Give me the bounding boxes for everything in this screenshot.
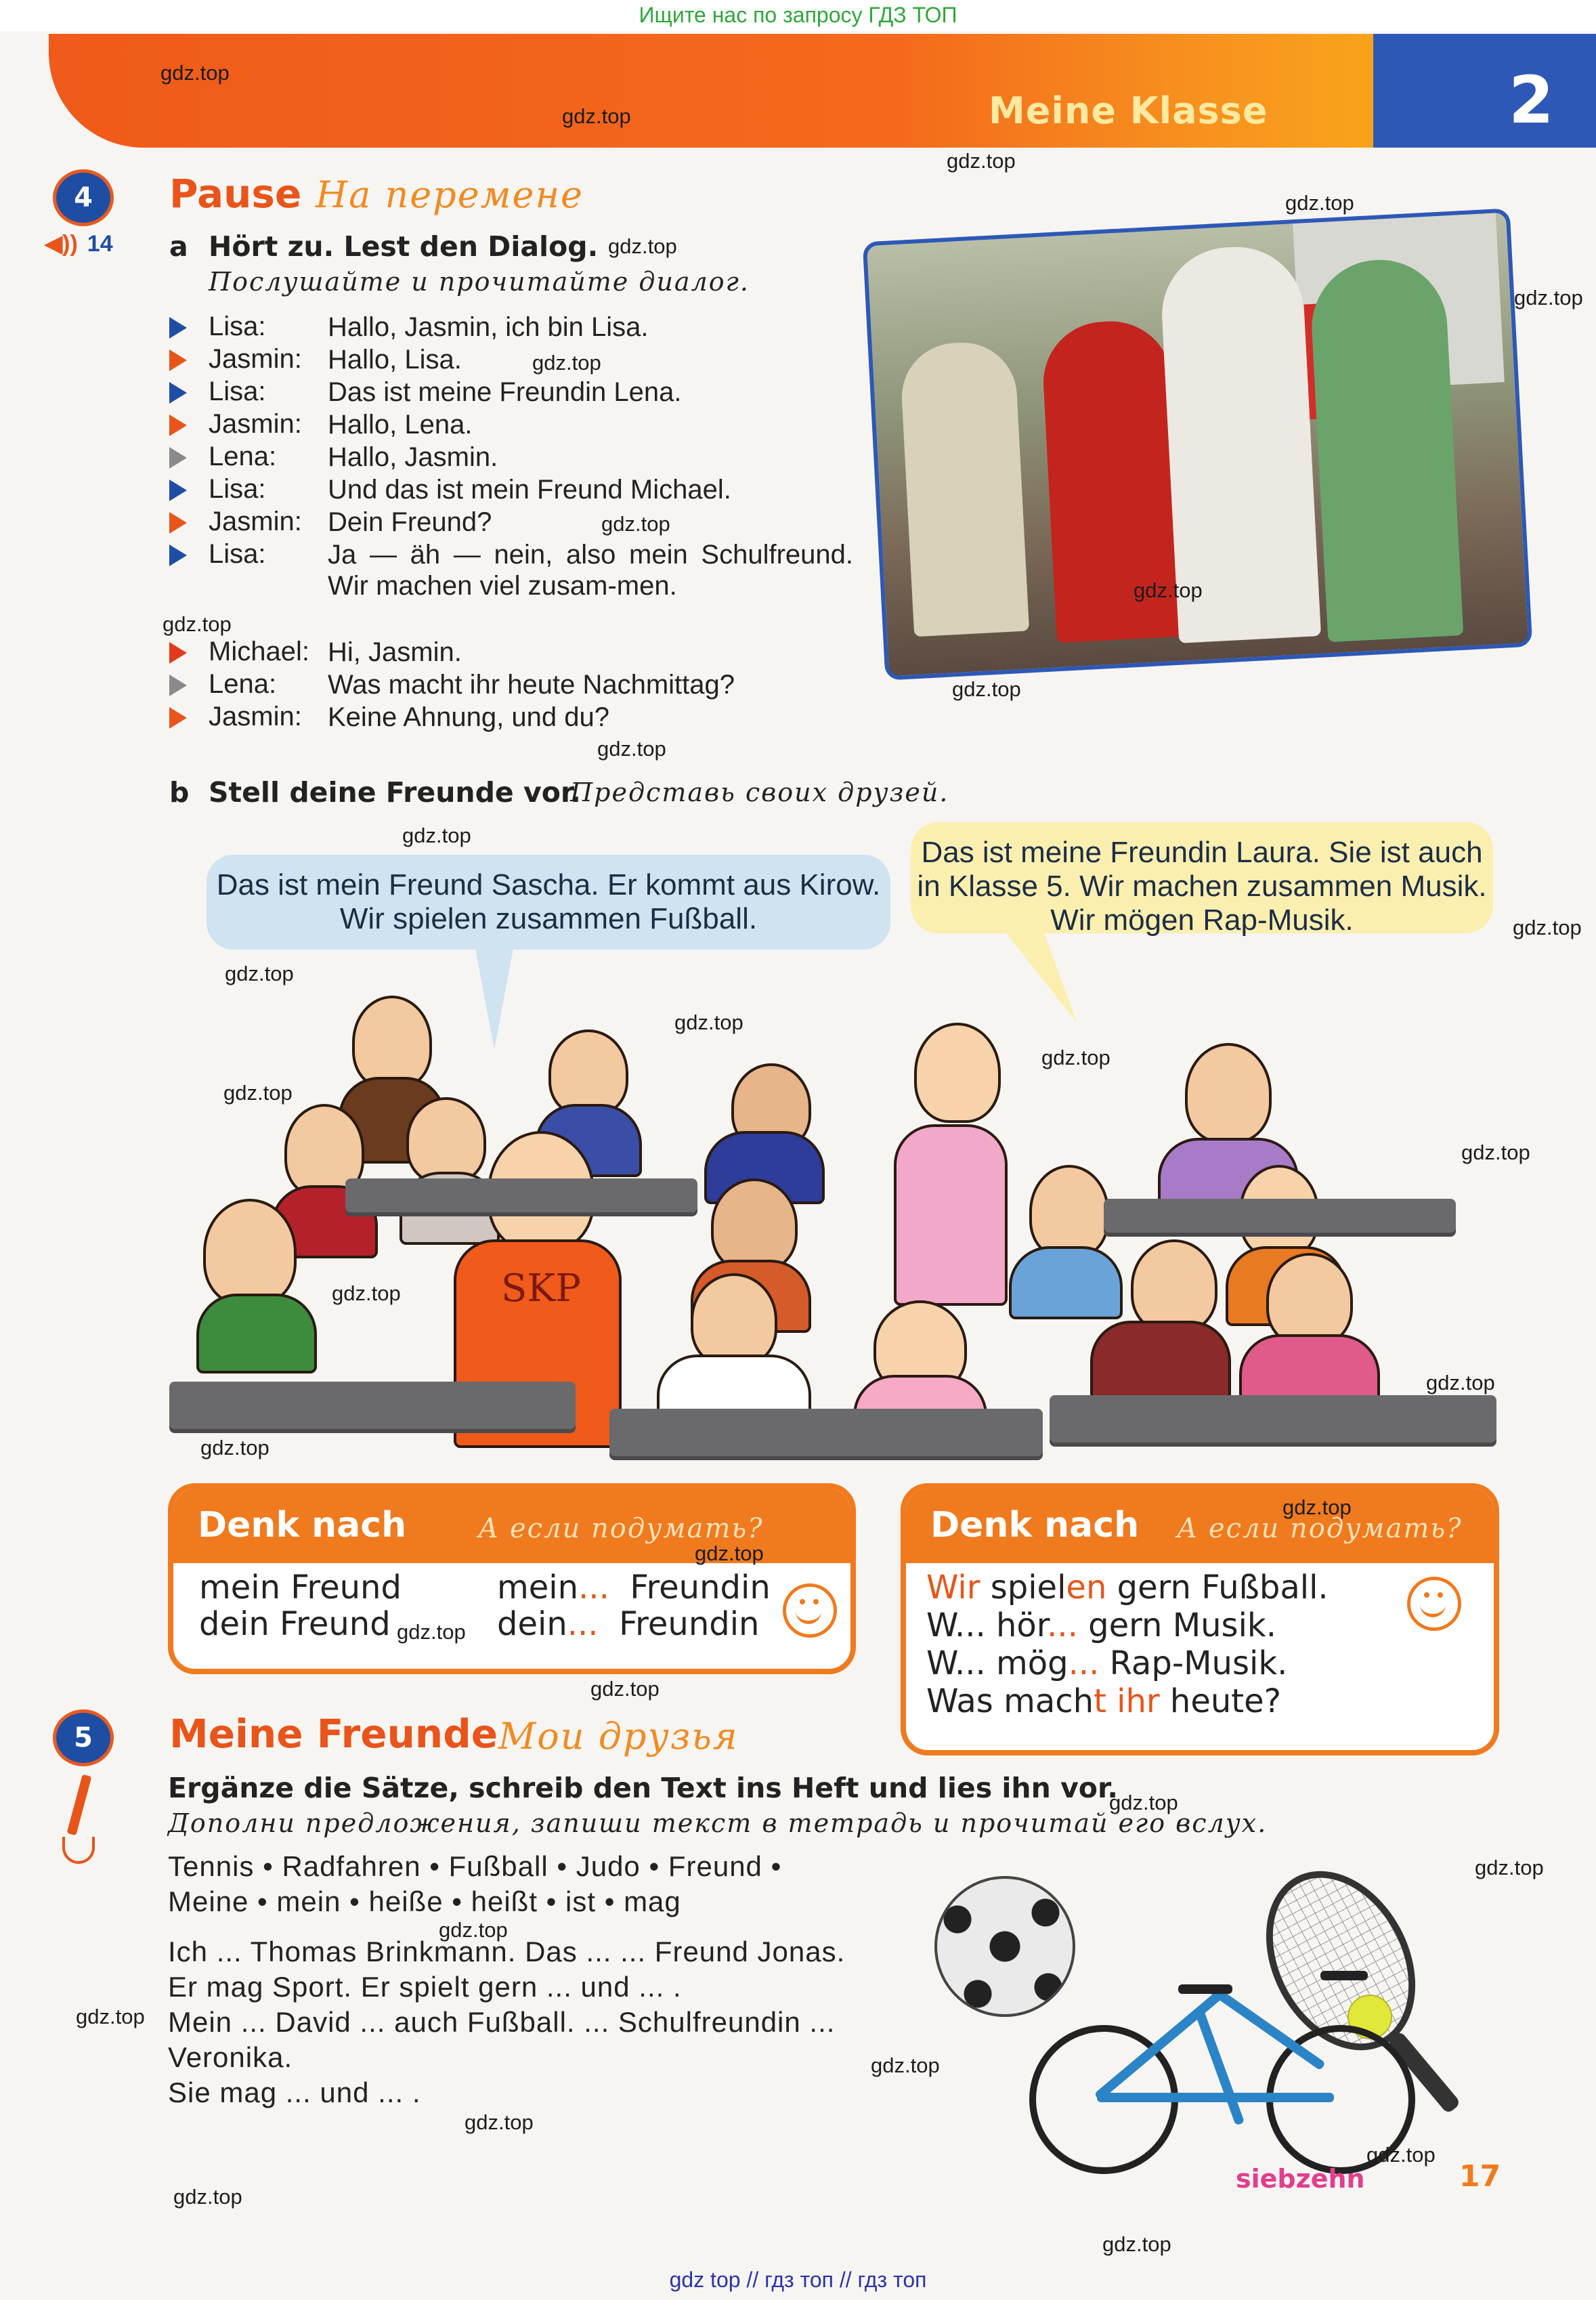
chapter-header-band <box>49 34 1596 148</box>
exercise-5-title: Meine Freunde <box>169 1711 498 1757</box>
grammar-dein-freundin: dein... Freundin <box>497 1605 760 1643</box>
dialog-text: Hallo, Lena. <box>328 410 473 440</box>
grammar-mein-freundin: mein... Freundin <box>497 1569 771 1606</box>
top-banner-text: Ищите нас по запросу ГДЗ ТОП <box>639 3 957 27</box>
watermark: gdz.top <box>1282 1495 1352 1519</box>
exercise-5-title-ru: Мои друзья <box>498 1715 739 1758</box>
watermark: gdz.top <box>1285 191 1354 215</box>
grammar-dein-freund: dein Freund <box>199 1605 391 1643</box>
page-number-word: siebzehn <box>1236 2164 1365 2194</box>
dialog-line <box>169 507 853 539</box>
dialog-text: Das ist meine Freundin Lena. <box>328 377 682 407</box>
verb-line-4: Was macht ihr heute? <box>926 1682 1282 1720</box>
watermark: gdz.top <box>1513 916 1582 939</box>
triangle-bullet-icon <box>169 447 187 469</box>
triangle-bullet-icon <box>169 675 187 696</box>
triangle-bullet-icon <box>169 642 187 664</box>
dialog-text: Was macht ihr heute Nachmittag? <box>328 670 735 700</box>
speech-bubble-sascha <box>207 855 890 950</box>
watermark: gdz.top <box>163 612 232 636</box>
chapter-title: Meine Klasse <box>989 89 1268 132</box>
task-b-instruction: Stell deine Freunde vor. <box>209 776 581 809</box>
gap-text-line-5: Sie mag ... und ... . <box>168 2077 421 2108</box>
grammar-box-title-ru: А если подумать? <box>478 1513 764 1544</box>
task-a-instruction-ru: Послушайте и прочитайте диалог. <box>209 267 750 297</box>
watermark: gdz.top <box>562 104 631 128</box>
bottom-links: gdz top // гдз топ // гдз топ <box>669 2267 927 2292</box>
chapter-number: 2 <box>1509 62 1554 138</box>
gap-text-line-1: Ich ... Thomas Brinkmann. Das ... ... Freund Jonas. <box>168 1936 846 1967</box>
speaker-icon: ◀)) <box>45 231 78 257</box>
watermark: gdz.top <box>1041 1046 1110 1069</box>
bubble-right-line-2: in Klasse 5. Wir machen zusammen Musik. <box>917 870 1487 903</box>
shirt-logo: SKP <box>501 1266 581 1311</box>
dialog-line <box>169 637 853 669</box>
watermark: gdz.top <box>1366 2143 1436 2167</box>
gap-text-line-4: Veronika. <box>168 2041 293 2073</box>
classroom-photo <box>863 208 1533 680</box>
dialog-speaker: Jasmin: <box>209 344 302 374</box>
watermark: gdz.top <box>590 1677 660 1701</box>
watermark: gdz.top <box>1461 1141 1530 1164</box>
triangle-bullet-icon <box>169 382 187 404</box>
chapter-number-block <box>1373 34 1596 148</box>
watermark: gdz.top <box>608 234 677 258</box>
dialog-speaker: Jasmin: <box>209 409 302 439</box>
task-b-letter: b <box>169 776 190 809</box>
dialog-line <box>169 344 853 377</box>
grammar-box-verbs-title: Denk nach <box>930 1505 1140 1546</box>
triangle-bullet-icon <box>169 512 187 534</box>
verb-line-1: Wir spielen gern Fußball. <box>926 1569 1329 1606</box>
page-number: 17 <box>1459 2159 1501 2194</box>
dialog-text: Ja — äh — nein, also mein Schulfreund. Wir machen viel zusam-men. <box>328 540 853 601</box>
dialog-speaker: Lisa: <box>209 474 266 504</box>
dialog-speaker: Lisa: <box>209 312 266 341</box>
triangle-bullet-icon <box>169 349 187 371</box>
exercise-4-title: Pause <box>169 171 302 217</box>
watermark: gdz.top <box>76 2005 145 2028</box>
watermark: gdz.top <box>1426 1371 1495 1394</box>
smiley-icon <box>1407 1577 1461 1631</box>
task-b-instruction-ru: Представь своих друзей. <box>570 778 949 807</box>
verb-line-3: W... mög... Rap-Musik. <box>926 1644 1288 1682</box>
watermark: gdz.top <box>200 1436 269 1460</box>
dialog-line <box>169 409 853 442</box>
dialog-text: Keine Ahnung, und du? <box>328 702 609 732</box>
word-bank-line-1: Tennis • Radfahren • Fußball • Judo • Freund • <box>168 1850 782 1882</box>
watermark: gdz.top <box>695 1541 764 1565</box>
exercise-5-instruction-ru: Дополни предложения, запиши текст в тетрадь и прочитай его вслух. <box>168 1808 1268 1838</box>
watermark: gdz.top <box>173 2185 242 2209</box>
dialog-line <box>169 539 853 637</box>
gap-text-line-2: Er mag Sport. Er spielt gern ... und ... . <box>168 1971 682 2003</box>
bubble-left-line-2: Wir spielen zusammen Fußball. <box>339 902 758 935</box>
watermark: gdz.top <box>1134 578 1203 602</box>
audio-track-number: 14 <box>87 231 113 257</box>
speech-bubble-laura <box>911 822 1493 937</box>
watermark: gdz.top <box>597 737 666 761</box>
grammar-box-verbs-title-ru: А если подумать? <box>1177 1513 1463 1544</box>
grammar-box-title: Denk nach <box>198 1505 407 1546</box>
dialog-speaker: Lisa: <box>209 539 266 569</box>
grammar-box-possessives <box>168 1483 856 1674</box>
watermark: gdz.top <box>332 1281 401 1305</box>
bubble-left-line-1: Das ist mein Freund Sascha. Er kommt aus Kirow. <box>216 868 881 901</box>
pencil-swirl <box>62 1837 95 1864</box>
dialog-speaker: Lisa: <box>209 377 266 406</box>
verb-line-2: W... hör... gern Musik. <box>926 1606 1276 1644</box>
watermark: gdz.top <box>871 2053 940 2077</box>
triangle-bullet-icon <box>169 707 187 729</box>
watermark: gdz.top <box>160 61 230 85</box>
watermark: gdz.top <box>1475 1856 1544 1879</box>
watermark: gdz.top <box>225 962 294 985</box>
triangle-bullet-icon <box>169 317 187 339</box>
classroom-illustration <box>169 975 1496 1490</box>
bicycle-icon <box>1016 1964 1422 2167</box>
watermark: gdz.top <box>465 2110 534 2134</box>
dialog-text: Hi, Jasmin. <box>328 637 462 667</box>
watermark: gdz.top <box>532 351 601 375</box>
watermark: gdz.top <box>1109 1791 1178 1814</box>
dialog-speaker: Lena: <box>209 669 277 699</box>
watermark: gdz.top <box>439 1918 508 1942</box>
task-a-letter: a <box>169 230 188 263</box>
dialog-speaker: Jasmin: <box>209 702 302 731</box>
watermark: gdz.top <box>223 1081 293 1105</box>
dialog-speaker: Michael: <box>209 637 309 666</box>
grammar-box-verbs <box>901 1483 1499 1755</box>
watermark: gdz.top <box>601 512 670 536</box>
bubble-right-line-1: Das ist meine Freundin Laura. Sie ist auch <box>921 836 1483 869</box>
dialog-text: Hallo, Jasmin, ich bin Lisa. <box>328 312 649 342</box>
dialog-line <box>169 377 853 409</box>
triangle-bullet-icon <box>169 414 187 436</box>
grammar-mein-freund: mein Freund <box>199 1569 402 1606</box>
pencil-icon <box>67 1774 92 1836</box>
dialog-line <box>169 474 853 507</box>
exercise-4-number: 4 <box>53 169 114 226</box>
watermark: gdz.top <box>947 149 1016 173</box>
dialog-line <box>169 702 853 734</box>
triangle-bullet-icon <box>169 545 187 566</box>
dialog-text: Und das ist mein Freund Michael. <box>328 475 731 505</box>
exercise-4-title-ru: На перемене <box>316 173 584 216</box>
watermark: gdz.top <box>402 824 471 847</box>
dialog-text: Hallo, Jasmin. <box>328 442 498 472</box>
watermark: gdz.top <box>1102 2232 1171 2256</box>
watermark: gdz.top <box>674 1010 743 1034</box>
watermark: gdz.top <box>397 1620 466 1644</box>
watermark: gdz.top <box>952 677 1021 701</box>
dialog-text: Dein Freund? <box>328 507 492 537</box>
exercise-5-instruction: Ergänze die Sätze, schreib den Text ins Heft und lies ihn vor. <box>168 1772 1118 1804</box>
bubble-right-line-3: Wir mögen Rap-Musik. <box>1050 903 1354 937</box>
dialog-speaker: Lena: <box>209 442 277 471</box>
exercise-5-number: 5 <box>53 1709 114 1766</box>
audio-track <box>45 230 113 257</box>
triangle-bullet-icon <box>169 480 187 501</box>
dialog-line <box>169 442 853 474</box>
dialog-speaker: Jasmin: <box>209 507 302 536</box>
smiley-icon <box>783 1583 837 1638</box>
watermark: gdz.top <box>1514 286 1583 310</box>
gap-text-line-3: Mein ... David ... auch Fußball. ... Schulfreundin ... <box>168 2006 836 2038</box>
dialog <box>169 312 853 734</box>
dialog-text: Hallo, Lisa. <box>328 345 462 375</box>
top-banner <box>0 0 1596 31</box>
task-a-instruction: Hört zu. Lest den Dialog. <box>209 230 599 263</box>
dialog-line <box>169 312 853 344</box>
word-bank-line-2: Meine • mein • heiße • heißt • ist • mag <box>168 1886 681 1917</box>
dialog-line <box>169 669 853 702</box>
